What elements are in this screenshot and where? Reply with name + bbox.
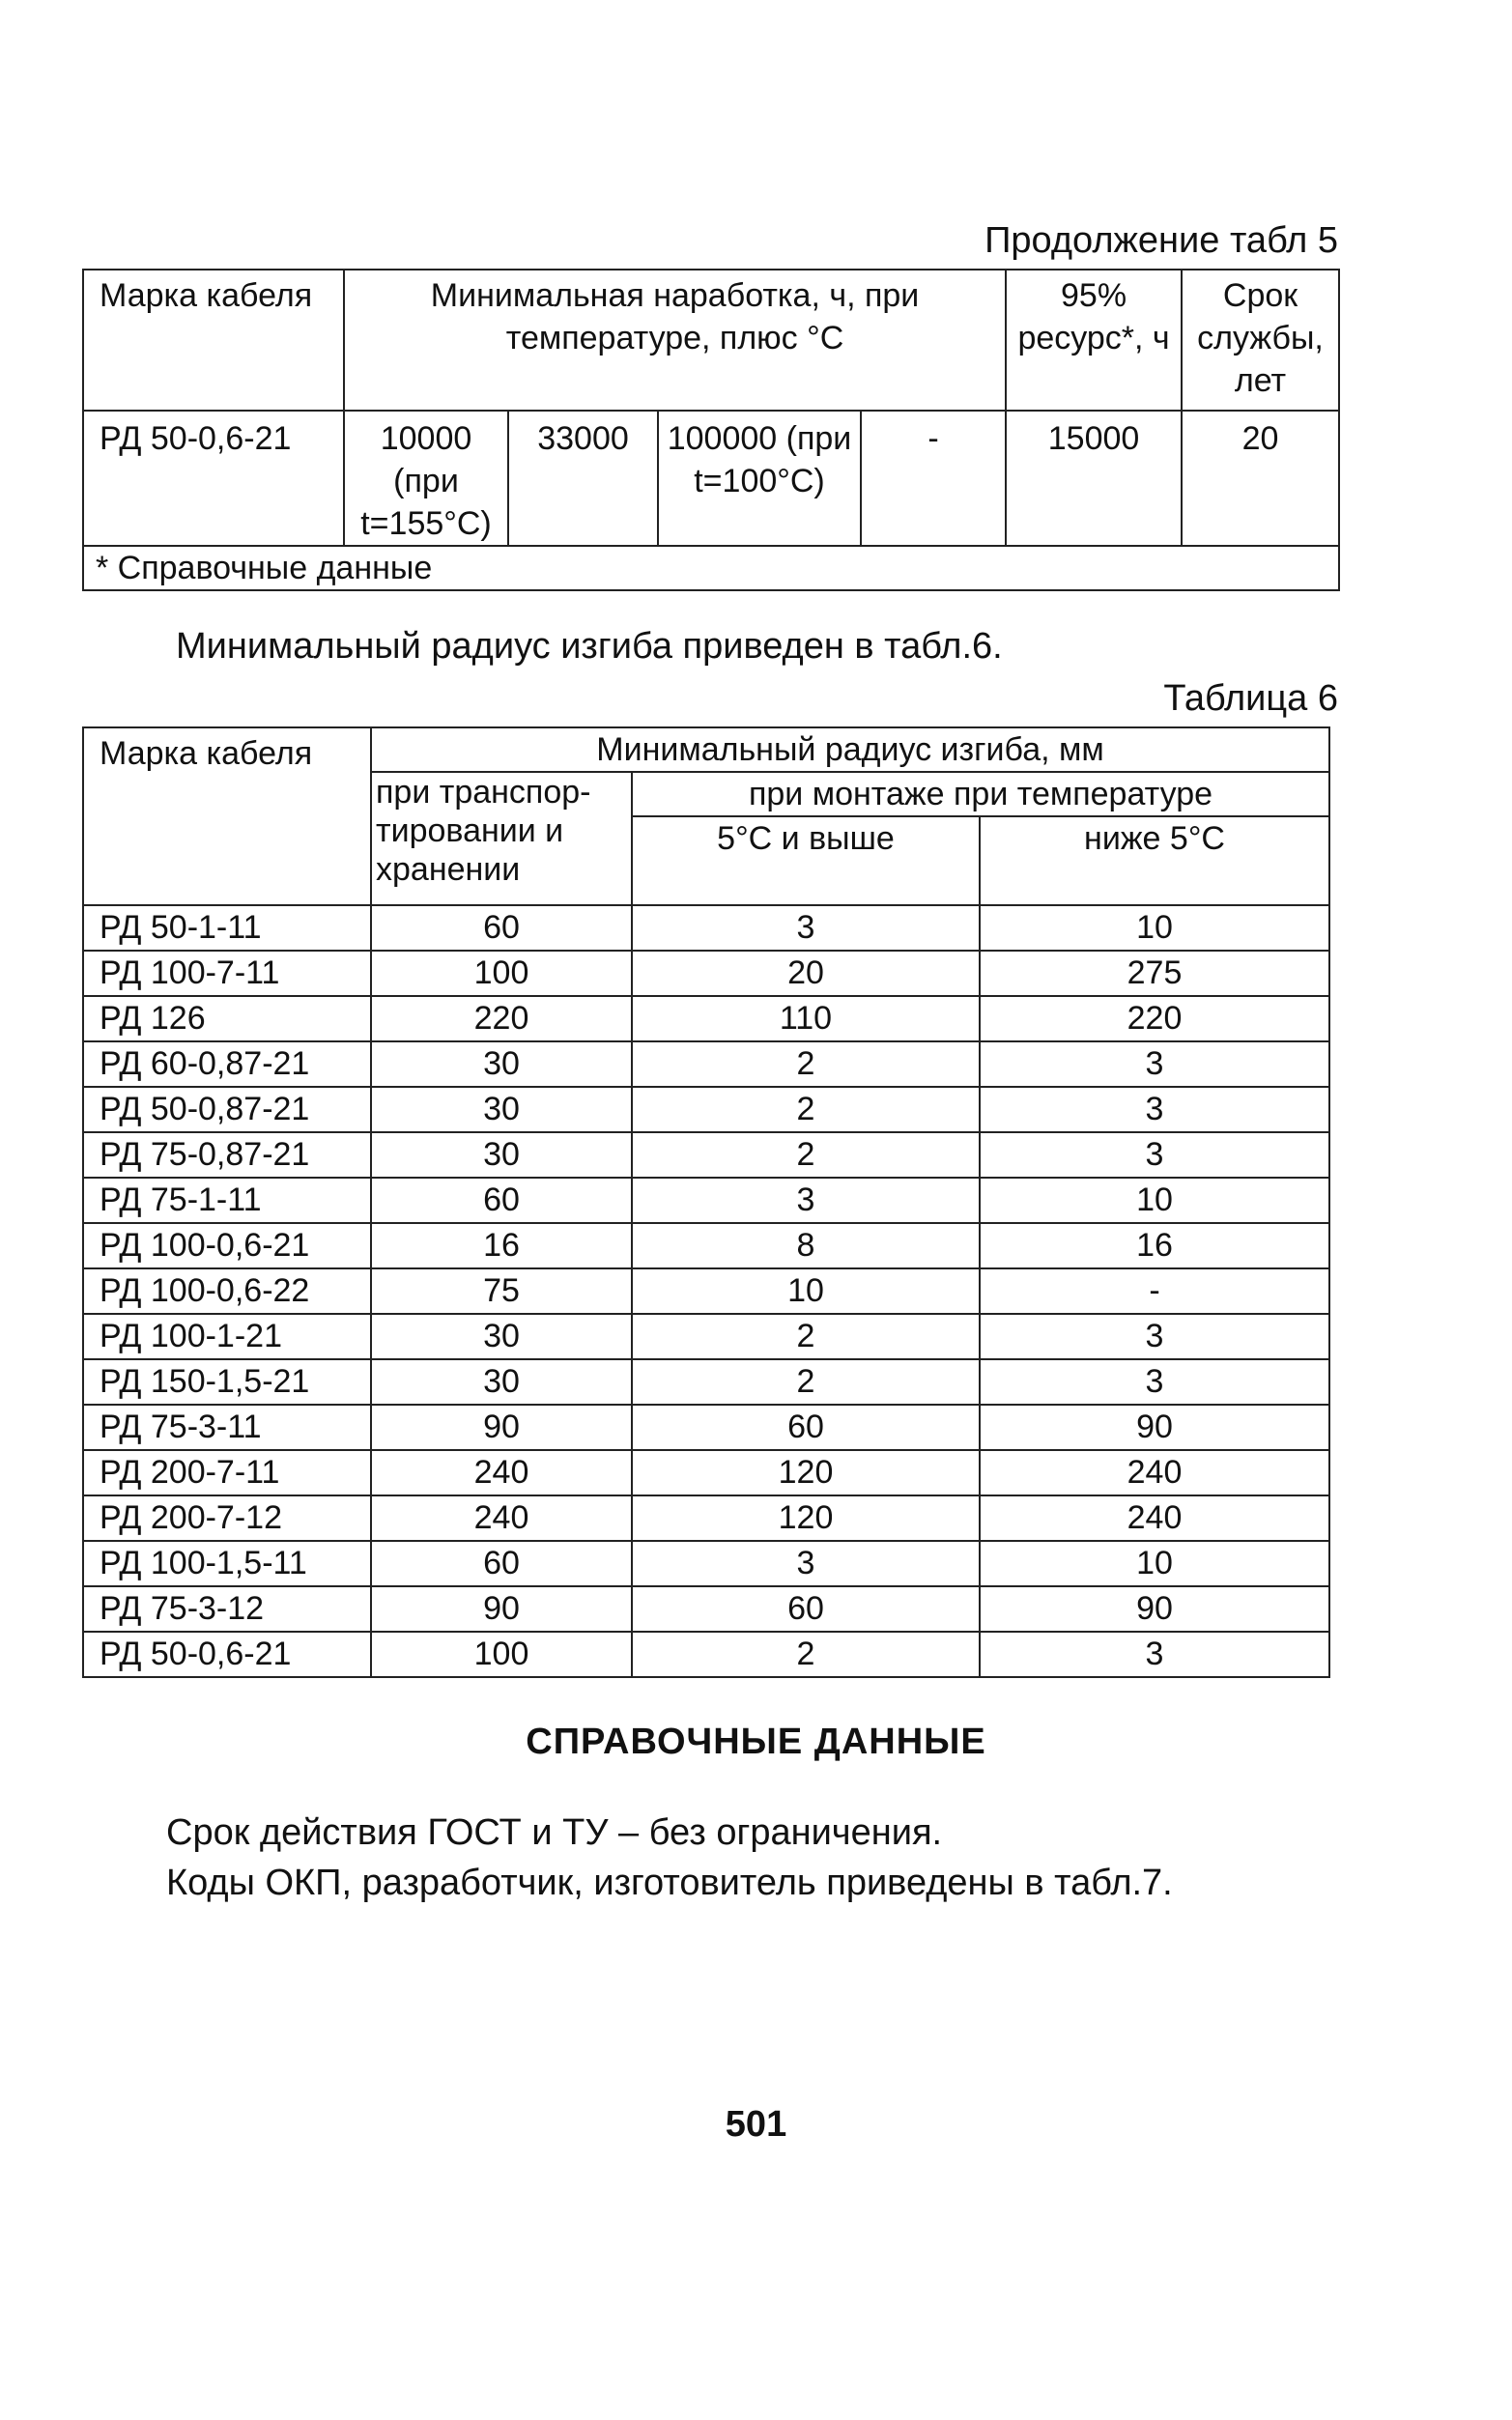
- table-row: [83, 1586, 1329, 1632]
- table6-cell-above5: 2: [632, 1132, 980, 1178]
- table6-cell-brand: РД 75-3-11: [83, 1405, 371, 1450]
- table6-cell-brand: РД 100-1-21: [83, 1314, 371, 1359]
- table6-intro-text: Минимальный радиус изгиба приведен в табл.6.: [176, 626, 1003, 667]
- table6-cell-above5: 8: [632, 1223, 980, 1268]
- table6-cell-below5: 3: [980, 1041, 1329, 1087]
- table6-cell-below5: 220: [980, 996, 1329, 1041]
- table5-header-service-life: Срок службы, лет: [1182, 270, 1339, 411]
- table6-cell-brand: РД 100-0,6-21: [83, 1223, 371, 1268]
- table6-cell-transport: 100: [371, 1632, 632, 1677]
- table6-cell-brand: РД 50-0,6-21: [83, 1632, 371, 1677]
- table6-cell-transport: 220: [371, 996, 632, 1041]
- table6-cell-brand: РД 200-7-12: [83, 1495, 371, 1541]
- table6-cell-below5: 3: [980, 1359, 1329, 1405]
- table6-caption: Таблица 6: [1163, 678, 1338, 719]
- table6-cell-above5: 60: [632, 1405, 980, 1450]
- table6-header-mounting: при монтаже при температуре: [632, 772, 1329, 816]
- table-row: [83, 1041, 1329, 1087]
- table6-cell-transport: 30: [371, 1132, 632, 1178]
- table-row: [83, 951, 1329, 996]
- table6-cell-above5: 2: [632, 1041, 980, 1087]
- table6-cell-below5: 240: [980, 1495, 1329, 1541]
- table-row: [83, 1632, 1329, 1677]
- table6-cell-transport: 60: [371, 1178, 632, 1223]
- table6-cell-transport: 16: [371, 1223, 632, 1268]
- table6-cell-below5: 90: [980, 1586, 1329, 1632]
- table6-cell-above5: 120: [632, 1450, 980, 1495]
- table6-cell-brand: РД 75-3-12: [83, 1586, 371, 1632]
- table6-cell-transport: 60: [371, 905, 632, 951]
- table-row: [83, 1178, 1329, 1223]
- table6-cell-below5: -: [980, 1268, 1329, 1314]
- table6-cell-above5: 3: [632, 905, 980, 951]
- table6-cell-transport: 30: [371, 1087, 632, 1132]
- table6-cell-below5: 3: [980, 1087, 1329, 1132]
- table6-cell-brand: РД 100-7-11: [83, 951, 371, 996]
- table6-cell-above5: 3: [632, 1178, 980, 1223]
- table6-cell-brand: РД 100-1,5-11: [83, 1541, 371, 1586]
- table6-cell-below5: 10: [980, 905, 1329, 951]
- table6-cell-above5: 2: [632, 1632, 980, 1677]
- table-row: [83, 1495, 1329, 1541]
- table6-cell-brand: РД 75-1-11: [83, 1178, 371, 1223]
- table6-cell-below5: 90: [980, 1405, 1329, 1450]
- table6-cell-above5: 110: [632, 996, 980, 1041]
- table6-header-below5: ниже 5°С: [980, 816, 1329, 905]
- table6-cell-above5: 120: [632, 1495, 980, 1541]
- table-row: [83, 1223, 1329, 1268]
- section-title: СПРАВОЧНЫЕ ДАННЫЕ: [526, 1722, 986, 1762]
- table5-cell-v3: 100000 (при t=100°С): [658, 411, 861, 546]
- table6-cell-transport: 240: [371, 1450, 632, 1495]
- table6-cell-transport: 60: [371, 1541, 632, 1586]
- table-row: [83, 1541, 1329, 1586]
- paragraph-okp-codes: Коды ОКП, разработчик, изготовитель приведены в табл.7.: [166, 1863, 1173, 1903]
- page-number: 501: [725, 2104, 787, 2145]
- table6-cell-brand: РД 50-0,87-21: [83, 1087, 371, 1132]
- table6-cell-brand: РД 60-0,87-21: [83, 1041, 371, 1087]
- table5-cell-life: 20: [1182, 411, 1339, 546]
- table-row: [83, 1087, 1329, 1132]
- table6-cell-above5: 2: [632, 1087, 980, 1132]
- table5-cell-v4: -: [861, 411, 1006, 546]
- table6-cell-above5: 10: [632, 1268, 980, 1314]
- table6-cell-transport: 75: [371, 1268, 632, 1314]
- table5-header-min-operating-time: Минимальная наработка, ч, при температуре, плюс °С: [344, 270, 1006, 411]
- table5-header-resource: 95% ресурс*, ч: [1006, 270, 1182, 411]
- table5-cell-brand: РД 50-0,6-21: [83, 411, 344, 546]
- table-row: [83, 996, 1329, 1041]
- table6-cell-brand: РД 100-0,6-22: [83, 1268, 371, 1314]
- table6-header-min-radius: Минимальный радиус изгиба, мм: [371, 727, 1329, 772]
- table-row: [83, 1359, 1329, 1405]
- table6: [82, 726, 1330, 1678]
- table6-cell-above5: 60: [632, 1586, 980, 1632]
- table5-caption: Продолжение табл 5: [984, 220, 1338, 261]
- table6-cell-below5: 275: [980, 951, 1329, 996]
- table5-cell-v2: 33000: [508, 411, 658, 546]
- table6-cell-below5: 10: [980, 1541, 1329, 1586]
- table6-cell-brand: РД 75-0,87-21: [83, 1132, 371, 1178]
- table6-cell-transport: 30: [371, 1041, 632, 1087]
- table6-header-cable-brand: Марка кабеля: [83, 727, 371, 905]
- table6-cell-transport: 30: [371, 1359, 632, 1405]
- table6-cell-transport: 30: [371, 1314, 632, 1359]
- table-row: [83, 1314, 1329, 1359]
- paragraph-validity: Срок действия ГОСТ и ТУ – без ограничения.: [166, 1812, 943, 1853]
- table6-cell-above5: 2: [632, 1359, 980, 1405]
- table5-cell-v1: 10000 (при t=155°С): [344, 411, 508, 546]
- table-row: [83, 1405, 1329, 1450]
- table5: [82, 269, 1340, 591]
- table6-cell-transport: 240: [371, 1495, 632, 1541]
- table5-cell-resource: 15000: [1006, 411, 1182, 546]
- table6-cell-below5: 10: [980, 1178, 1329, 1223]
- table6-header-transport: при транспор-тировании и хранении: [371, 772, 632, 905]
- table6-cell-above5: 20: [632, 951, 980, 996]
- table-row: [83, 1450, 1329, 1495]
- table6-header-above5: 5°С и выше: [632, 816, 980, 905]
- table6-cell-brand: РД 150-1,5-21: [83, 1359, 371, 1405]
- table6-cell-below5: 240: [980, 1450, 1329, 1495]
- table5-footnote: * Справочные данные: [83, 546, 1339, 590]
- table-row: [83, 1132, 1329, 1178]
- table5-header-cable-brand: Марка кабеля: [83, 270, 344, 411]
- table6-cell-above5: 3: [632, 1541, 980, 1586]
- table6-cell-brand: РД 126: [83, 996, 371, 1041]
- table6-cell-below5: 3: [980, 1632, 1329, 1677]
- table6-cell-brand: РД 50-1-11: [83, 905, 371, 951]
- table6-cell-transport: 90: [371, 1586, 632, 1632]
- table6-cell-above5: 2: [632, 1314, 980, 1359]
- table6-cell-transport: 100: [371, 951, 632, 996]
- table6-cell-below5: 3: [980, 1132, 1329, 1178]
- table-row: [83, 1268, 1329, 1314]
- table6-cell-below5: 3: [980, 1314, 1329, 1359]
- table6-cell-transport: 90: [371, 1405, 632, 1450]
- table-row: [83, 905, 1329, 951]
- table6-cell-below5: 16: [980, 1223, 1329, 1268]
- table6-cell-brand: РД 200-7-11: [83, 1450, 371, 1495]
